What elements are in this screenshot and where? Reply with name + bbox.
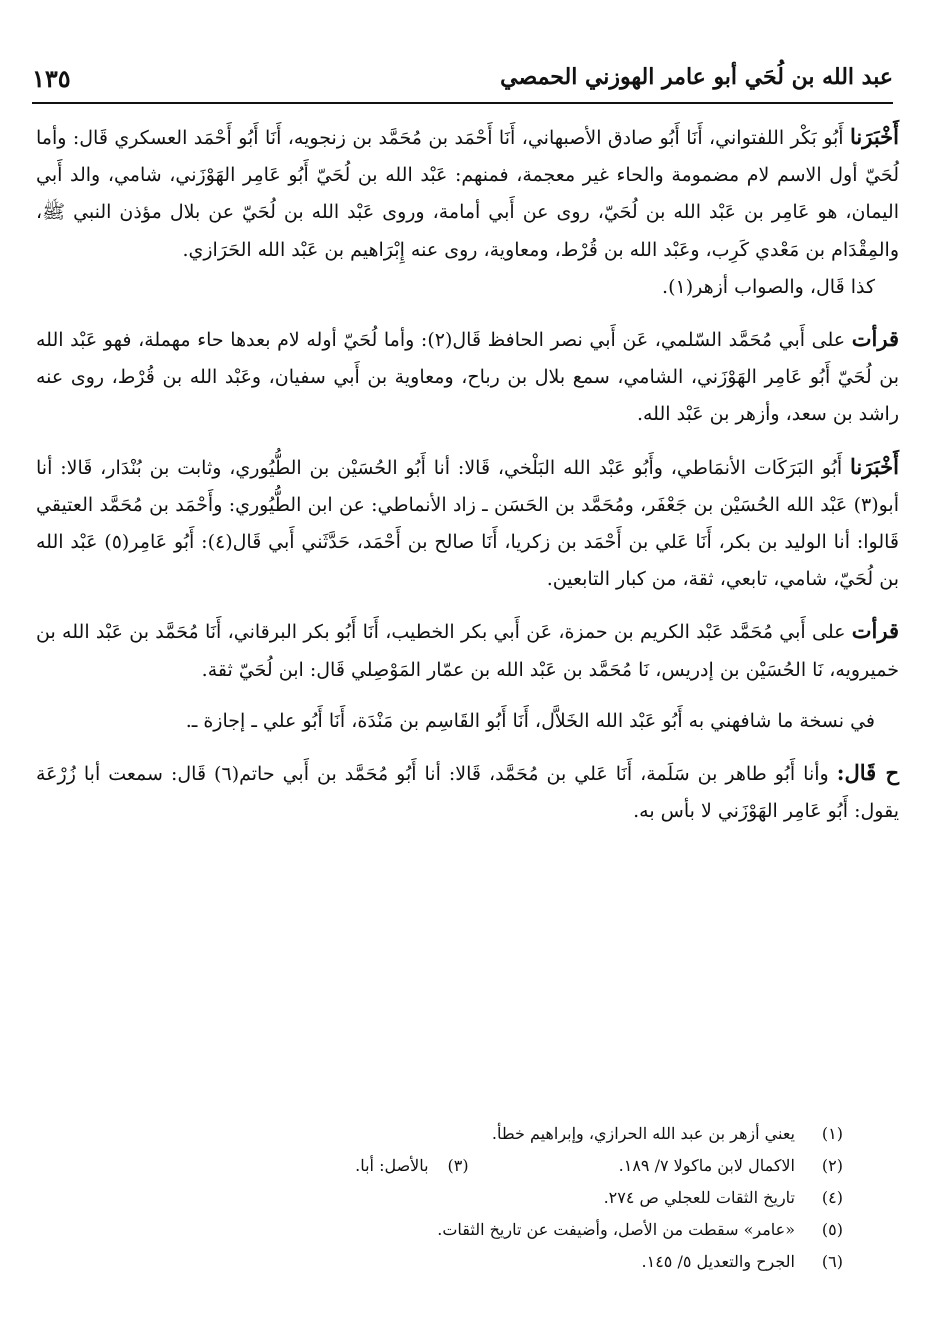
paragraph-lead: قرأت	[851, 326, 899, 352]
paragraph-3	[36, 320, 899, 434]
footnote-text: الجرح والتعديل ٥/ ١٤٥.	[641, 1252, 795, 1271]
footnote-number: (٤)	[821, 1188, 843, 1207]
paragraph-7	[36, 754, 899, 830]
page-header	[32, 58, 893, 104]
footnote-text: تاريخ الثقات للعجلي ص ٢٧٤.	[603, 1188, 795, 1207]
footnote-text: يعني أزهر بن عبد الله الحرازي، وإبراهيم خطأ.	[491, 1124, 795, 1143]
footnote-number: (٣)	[447, 1156, 469, 1175]
footnote-4	[36, 1182, 843, 1214]
paragraph-4	[36, 448, 899, 599]
footnote-text: بالأصل: أبا.	[355, 1156, 429, 1175]
paragraph-text: على أَبي مُحَمَّد عَبْد الكريم بن حمزة، عَن أَبي بكر الخطيب، أَنَا أَبُو بكر البرقاني، أَنَا مُحَمَّد بن عَبْد الله بن خميرويه، نَا الحُسَيْن بن إدريس، نَا مُحَمَّد بن عَبْد الله بن عمّار المَوْصِلي قَال: ابن لُحَيّ ثقة.	[36, 621, 899, 681]
paragraph-lead: قرأت	[851, 618, 899, 644]
paragraph-text: في نسخة ما شافهني به أَبُو عَبْد الله الخَلاَّل، أَنَا أَبُو القَاسِم بن مَنْدَة، أَنَا أَبُو علي ـ إجازة ـ.	[185, 709, 875, 732]
paragraph-lead: أَخْبَرَنا	[850, 453, 899, 479]
page-number: ١٣٥	[32, 64, 71, 93]
paragraph-1	[36, 118, 899, 269]
footnote-number: (٢)	[821, 1156, 843, 1175]
footnote-number: (٦)	[821, 1252, 843, 1271]
footnote-1	[36, 1118, 843, 1150]
paragraph-2	[36, 269, 899, 306]
footnotes	[36, 1118, 843, 1278]
paragraph-lead: ح قَال:	[836, 760, 899, 786]
footnote-6	[36, 1246, 843, 1278]
paragraph-lead: أَخْبَرَنا	[850, 124, 899, 149]
main-text	[36, 118, 899, 830]
footnote-text: الاكمال لابن ماكولا ٧/ ١٨٩.	[618, 1156, 795, 1175]
paragraph-text: كذا قَال، والصواب أزهر(١).	[662, 275, 875, 298]
footnote-3	[355, 1150, 469, 1182]
paragraph-text: أَبُو بَكْر اللفتواني، أَنَا أَبُو صادق الأصبهاني، أَنَا أَحْمَد بن مُحَمَّد بن زنجويه، أَنَا أَبُو أَحْمَد العسكري قَال: وأما لُحَيّ أول الاسم لام مضمومة والحاء غير معجمة، فمنهم: عَبْد الله بن لُحَيّ أَبُو عَامِر الهَوْزَني، شامي، والد أَبي اليمان، هو عَامِر بن عَبْد الله بن لُحَيّ، روى عن أَبي أمامة، وروى عَبْد الله بن لُحَيّ عن بلال مؤذن النبي ﷺ، والمِقْدَام بن مَعْدي كَرِب، وعَبْد الله بن قُرْط، ومعاوية، روى عنه إِبْرَاهيم بن عَبْد الله الحَرَازي.	[36, 127, 899, 261]
paragraph-text: وأنا أَبُو طاهر بن سَلَمة، أَنَا عَلي بن مُحَمَّد، قَالا: أنا أَبُو مُحَمَّد بن أَبي حاتم(٦) قَال: سمعت أبا زُرْعَة يقول: أَبُو عَامِر الهَوْزَني لا بأس به.	[36, 763, 899, 823]
footnote-number: (٥)	[821, 1220, 843, 1239]
paragraph-text: أَبُو البَرَكَات الأنمَاطي، وأَبُو عَبْد الله البَلْخي، قَالا: أنا أَبُو الحُسَيْن بن الطُّيُوري، وثابت بن بُنْدَار، قَالا: أنا أبو(٣) عَبْد الله الحُسَيْن بن جَعْفَر، ومُحَمَّد بن الحَسَن ـ زاد الأنماطي: عن ابن الطُّيُوري: وأَحْمَد بن مُحَمَّد العتيقي قَالوا: أنا الوليد بن بكر، أَنَا عَلي بن أَحْمَد بن زكريا، أَنَا صالح بن أَحْمَد، حَدَّثَني أَبي قَال(٤): أَبُو عَامِر(٥) عَبْد الله بن لُحَيّ، شامي، تابعي، ثقة، من كبار التابعين.	[36, 456, 899, 591]
footnote-2	[36, 1150, 843, 1182]
footnote-number: (١)	[821, 1124, 843, 1143]
paragraph-6	[36, 703, 899, 740]
paragraph-text: على أَبي مُحَمَّد السّلمي، عَن أَبي نصر الحافظ قَال(٢): وأما لُحَيّ أوله لام بعدها حاء مهملة، فهو عَبْد الله بن لُحَيّ أَبُو عَامِر الهَوْزَني، الشامي، سمع بلال بن رباح، ومعاوية بن أَبي سفيان، وعَبْد الله بن قُرْط، روى عنه راشد بن سعد، وأزهر بن عَبْد الله.	[36, 329, 899, 426]
paragraph-5	[36, 612, 899, 688]
footnote-text: «عامر» سقطت من الأصل، وأضيفت عن تاريخ الثقات.	[437, 1220, 795, 1239]
running-title: عبد الله بن لُحَي أبو عامر الهوزني الحمصي	[500, 64, 893, 90]
footnote-5	[36, 1214, 843, 1246]
